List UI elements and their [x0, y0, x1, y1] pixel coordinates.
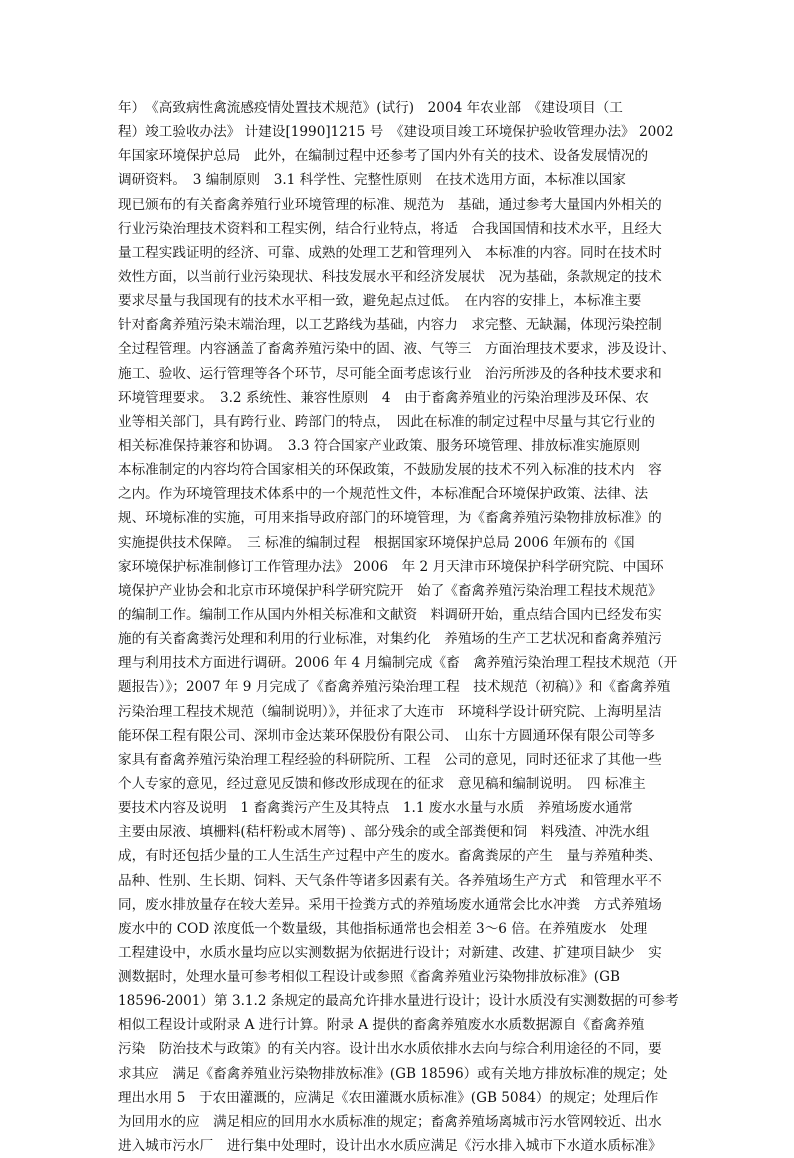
text-line: 实施提供技术保障。 三 标准的编制过程 根据国家环境保护总局 2006 年颁布的《国 — [118, 534, 635, 551]
text-line: 年） 《高致病性禽流感疫情处置技术规范》(试行) 2004 年农业部 《建设项目（工 — [118, 100, 623, 116]
text-line: 施的有关畜禽粪污处理和利用的行业标准，对集约化 养殖场的生产工艺状况和畜禽养殖污 — [118, 631, 662, 648]
text-line: 的编制工作。编制工作从国内外相关标准和文献资 料调研开始，重点结合国内已经发布实 — [118, 606, 662, 623]
text-line: 针对畜禽养殖污染末端治理，以工艺路线为基础，内容力 求完整、无缺漏，体现污染控制 — [118, 317, 662, 334]
text-line: 全过程管理。内容涵盖了畜禽养殖污染中的固、液、气等三 方面治理技术要求，涉及设计、 — [118, 341, 676, 358]
text-line: 年国家环境保护总局 此外，在编制过程中还参考了国内外有关的技术、设备发展情况的 — [118, 148, 649, 165]
text-line: 要技术内容及说明 1 畜禽粪污产生及其特点 1.1 废水水量与水质 养殖场废水通常 — [118, 800, 633, 817]
text-line: 调研资料。 3 编制原则 3.1 科学性、完整性原则 在技术选用方面，本标准以国家 — [118, 172, 626, 189]
text-line: 主要由尿液、填栅料(秸杆粉或木屑等) 、部分残余的或全部粪便和饲 料残渣、冲洗水组 — [118, 824, 650, 841]
text-line: 现已颁布的有关畜禽养殖行业环境管理的标准、规范为 基础，通过参考大量国内外相关的 — [118, 196, 662, 213]
text-line: 本标准制定的内容均符合国家相关的环保政策，不鼓励发展的技术不列入标准的技术内 容 — [118, 462, 662, 479]
text-line: 能环保工程有限公司、深圳市金达莱环保股份有限公司、 山东十方圆通环保有限公司等多 — [118, 727, 655, 744]
text-line: 家环境保护标准制修订工作管理办法》 2006 年 2 月天津市环境保护科学研究院、中国环 — [118, 558, 664, 575]
text-line: 测数据时，处理水量可参考相似工程设计或参照《畜禽养殖业污染物排放标准》(GB — [118, 969, 620, 986]
text-line: 进入城市污水厂 进行集中处理时，设计出水水质应满足《污水排入城市下水道水质标准》 — [118, 1138, 662, 1155]
text-line: 要求尽量与我国现有的技术水平相一致，避免起点过低。 在内容的安排上，本标准主要 — [118, 293, 642, 310]
text-line: 相关标准保持兼容和协调。 3.3 符合国家产业政策、服务环境管理、排放标准实施原则 — [118, 437, 641, 454]
text-line: 境保护产业协会和北京市环境保护科学研究院开 始了《畜禽养殖污染治理工程技术规范》 — [118, 582, 662, 599]
text-line: 污染 防治技术与政策》的有关内容。设计出水水质依排水去向与综合利用途径的不同，要 — [118, 1041, 662, 1058]
text-line: 效性方面，以当前行业污染现状、科技发展水平和经济发展状 况为基础，条款规定的技术 — [118, 268, 662, 285]
text-line: 环境管理要求。 3.2 系统性、兼容性原则 4 由于畜禽养殖业的污染治理涉及环保、农 — [118, 389, 649, 406]
text-line: 业等相关部门，具有跨行业、跨部门的特点， 因此在标准的制定过程中尽量与其它行业的 — [118, 413, 655, 430]
text-line: 理出水用 5 于农田灌溉的，应满足《农田灌溉水质标准》(GB 5084）的规定；处理后作 — [118, 1089, 659, 1106]
text-line: 规、环境标准的实施，可用来指导政府部门的环境管理，为《畜禽养殖污染物排放标准》的 — [118, 510, 662, 527]
text-line: 量工程实践证明的经济、可靠、成熟的处理工艺和管理列入 本标准的内容。同时在技术时 — [118, 244, 662, 261]
text-line: 污染治理工程技术规范（编制说明）》，并征求了大连市 环境科学设计研究院、上海明星洁 — [118, 703, 662, 720]
text-line: 个人专家的意见，经过意见反馈和修改形成现在的征求 意见稿和编制说明。 四 标准主 — [118, 775, 646, 792]
body-text — [118, 96, 686, 1158]
text-line: 之内。作为环境管理技术体系中的一个规范性文件，本标准配合环境保护政策、法律、法 — [118, 486, 649, 503]
text-line: 家具有畜禽养殖污染治理工程经验的科研院所、工程 公司的意见，同时还征求了其他一些 — [118, 751, 662, 768]
text-line: 相似工程设计或附录 A 进行计算。附录 A 提供的畜禽养殖废水水质数据源自《畜禽养殖 — [118, 1017, 645, 1034]
text-line: 理与利用技术方面进行调研。2006 年 4 月编制完成《畜 禽养殖污染治理工程技术规范（开 — [118, 655, 678, 672]
text-line: 同，废水排放量存在较大差异。采用干捡粪方式的养殖场废水通常会比水冲粪 方式养殖场 — [118, 896, 662, 913]
text-line: 行业污染治理技术资料和工程实例，结合行业特点，将适 合我国国情和技术水平，且经大 — [118, 220, 662, 237]
text-line: 程）竣工验收办法》 计建设[1990]1215 号 《建设项目竣工环境保护验收管理办法》 2002 — [118, 124, 674, 141]
text-line: 施工、验收、运行管理等各个环节，尽可能全面考虑该行业 治污所涉及的各种技术要求和 — [118, 365, 662, 382]
text-line: 品种、性别、生长期、饲料、天气条件等诸多因素有关。各养殖场生产方式 和管理水平不 — [118, 872, 662, 889]
text-line: 为回用水的应 满足相应的回用水水质标准的规定；畜禽养殖场离城市污水管网较近、出水 — [118, 1113, 662, 1130]
text-line: 求其应 满足《畜禽养殖业污染物排放标准》(GB 18596）或有关地方排放标准的规定；处 — [118, 1065, 668, 1082]
text-line: 工程建设中，水质水量均应以实测数据为依据进行设计；对新建、改建、扩建项目缺少 实 — [118, 944, 662, 961]
text-line: 18596-2001）第 3.1.2 条规定的最高允许排水量进行设计；设计水质没有实测数据的可参考 — [118, 993, 679, 1010]
text-line: 成，有时还包括少量的工人生活生产过程中产生的废水。畜禽粪尿的产生 量与养殖种类、 — [118, 848, 662, 865]
text-line: 废水中的 COD 浓度低一个数量级，其他指标通常也会相差 3～6 倍。在养殖废水 处理 — [118, 920, 648, 937]
text-line: 题报告）》；2007 年 9 月完成了《畜禽养殖污染治理工程 技术规范（初稿）》和《畜禽养殖 — [118, 679, 671, 696]
